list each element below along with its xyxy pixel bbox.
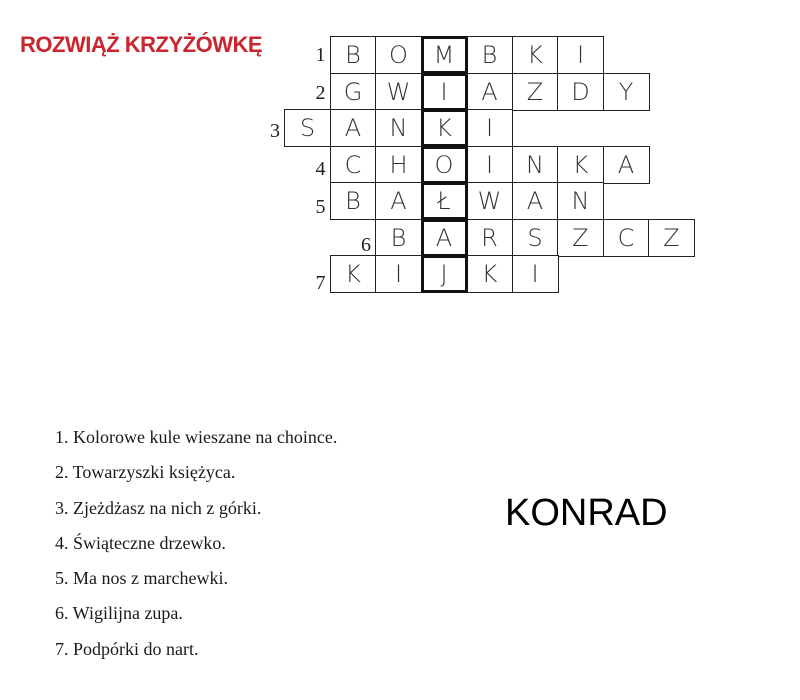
crossword-cell: I <box>466 146 513 184</box>
handwritten-name: KONRAD <box>505 492 668 534</box>
crossword-cell: G <box>330 73 377 111</box>
crossword-cell: Z <box>648 219 695 257</box>
crossword-cell: A <box>512 182 559 220</box>
row-number-3: 3 <box>270 119 280 142</box>
page-title: ROZWIĄŻ KRZYŻÓWKĘ <box>20 32 263 57</box>
crossword-cell: N <box>512 146 559 184</box>
crossword-key-cell: J <box>421 255 468 293</box>
crossword-cell: B <box>330 36 377 74</box>
row-number-4: 4 <box>315 157 326 180</box>
crossword-cell: K <box>330 255 377 293</box>
crossword-cell: R <box>466 219 513 257</box>
clue-4: 4. Świąteczne drzewko. <box>55 532 226 553</box>
crossword-cell: N <box>375 109 422 147</box>
row-number-7: 7 <box>315 271 326 294</box>
crossword-cell: Z <box>512 73 559 111</box>
crossword-cell: C <box>330 146 377 184</box>
crossword-cell: B <box>375 219 422 257</box>
crossword-cell: H <box>375 146 422 184</box>
clue-5: 5. Ma nos z marchewki. <box>55 568 228 589</box>
crossword-cell: O <box>375 36 422 74</box>
crossword-cell: A <box>466 73 513 111</box>
crossword-cell: C <box>603 219 650 257</box>
crossword-cell: W <box>466 182 513 220</box>
clue-list <box>55 420 337 667</box>
clue-1: 1. Kolorowe kule wieszane na choince. <box>55 427 338 447</box>
crossword-cell: S <box>512 219 559 257</box>
crossword-key-cell: I <box>421 73 468 111</box>
clue-2: 2. Towarzyszki księżyca. <box>55 462 236 483</box>
crossword-key-cell: K <box>421 109 468 147</box>
crossword-cell: Z <box>557 219 604 257</box>
crossword-cell: K <box>512 36 559 74</box>
crossword-key-cell: A <box>421 219 468 257</box>
crossword-cell: N <box>557 182 604 220</box>
clue-6: 6. Wigilijna zupa. <box>55 603 183 624</box>
crossword-cell: W <box>375 73 422 111</box>
crossword-cell: Y <box>603 73 650 111</box>
row-number-2: 2 <box>315 81 326 104</box>
crossword-key-cell: O <box>421 146 468 184</box>
crossword-cell: S <box>284 109 331 147</box>
row-number-1: 1 <box>315 43 326 66</box>
clue-7: 7. Podpórki do nart. <box>55 638 199 659</box>
crossword-key-cell: Ł <box>421 182 468 220</box>
crossword-cell: K <box>557 146 604 184</box>
clue-3: 3. Zjeżdżasz na nich z górki. <box>55 497 262 518</box>
crossword-cell: A <box>603 146 650 184</box>
crossword-cell: I <box>557 36 604 74</box>
crossword-cell: B <box>330 182 377 220</box>
row-number-6: 6 <box>361 233 371 256</box>
crossword-cell: I <box>512 255 559 293</box>
crossword-cell: A <box>330 109 377 147</box>
crossword-cell: D <box>557 73 604 111</box>
crossword-cell: I <box>375 255 422 293</box>
crossword-cell: A <box>375 182 422 220</box>
row-number-5: 5 <box>315 195 326 218</box>
crossword-cell: B <box>466 36 513 74</box>
crossword-cell: I <box>466 109 513 147</box>
crossword-cell: K <box>466 255 513 293</box>
crossword-key-cell: M <box>421 36 468 74</box>
